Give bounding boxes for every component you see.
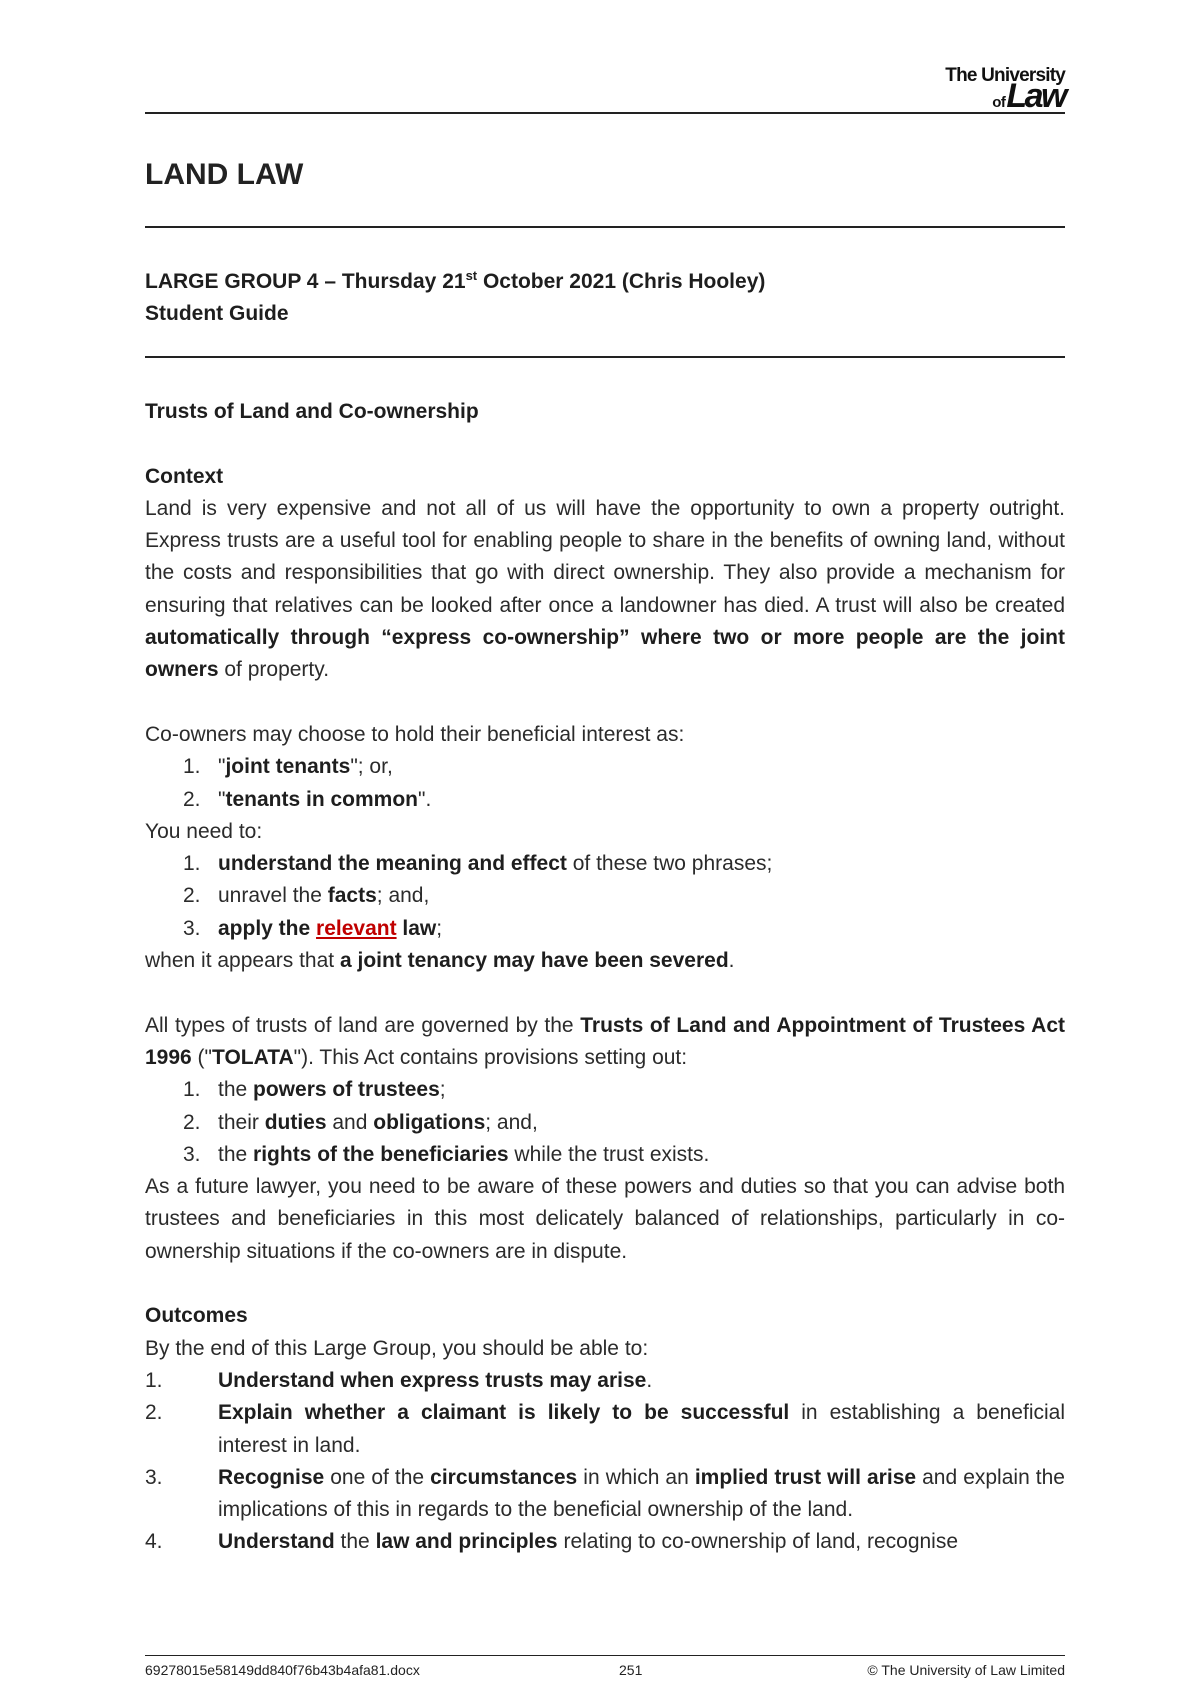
outcome-item: 2. Explain whether a claimant is likely to be successful in establishing a beneficial interest in land. — [145, 1401, 1065, 1457]
page-footer — [145, 1655, 1065, 1678]
outcome-item: 1. Understand when express trusts may arise. — [145, 1368, 653, 1392]
interest-list — [145, 751, 1065, 816]
needs-list — [145, 848, 1065, 945]
coowners-intro: Co-owners may choose to hold their beneficial interest as: — [145, 722, 685, 746]
section-title: Trusts of Land and Co-ownership — [145, 400, 479, 423]
footer-page-number: 251 — [619, 1662, 643, 1678]
footer-copyright: © The University of Law Limited — [867, 1662, 1065, 1678]
relevant-link[interactable]: relevant — [316, 916, 397, 940]
list-item: 1. the powers of trustees; — [183, 1078, 446, 1102]
document-page — [145, 0, 1065, 1698]
main-content — [145, 396, 1065, 1559]
list-item: 2. unravel the facts; and, — [183, 884, 430, 908]
group-dash: – — [318, 270, 342, 293]
outcomes-list — [145, 1365, 1065, 1559]
outcome-item: 4. Understand the law and principles relating to co-ownership of land, recognise — [145, 1530, 959, 1554]
provisions-list — [145, 1074, 1065, 1171]
logo-law: Law — [1006, 77, 1065, 115]
list-item: 3. apply the relevant law; — [183, 916, 443, 940]
context-paragraph: Land is very expensive and not all of us will have the opportunity to own a property outright. Express trusts are a useful tool for enabling people to share in the benefits of owning land, without the costs and responsibilities that go with direct ownership. They also provide a mechanism for ensuring that relatives can be looked after once a landowner has died. A trust will also be created automatically through “express co-ownership” where two or more people are the joint owners of property. — [145, 496, 1065, 682]
lawyer-paragraph: As a future lawyer, you need to be aware of these powers and duties so that you can advise both trustees and beneficiaries in this most delicately balanced of relationships, particularly in co-ownership situations if the co-owners are in dispute. — [145, 1175, 1065, 1263]
list-item: 2. "tenants in common". — [183, 787, 432, 811]
session-date-pre: Thursday 21 — [341, 270, 466, 293]
context-heading: Context — [145, 464, 224, 488]
list-item: 2. their duties and obligations; and, — [183, 1110, 538, 1134]
list-item: 3. the rights of the beneficiaries while the trust exists. — [183, 1142, 710, 1166]
tolata-paragraph: All types of trusts of land are governed by the Trusts of Land and Appointment of Trustees Act 1996 ("TOLATA"). This Act contains provisions setting out: — [145, 1013, 1065, 1069]
guide-subtitle: Student Guide — [145, 302, 289, 325]
logo-line1: The University — [945, 65, 1065, 86]
footer-doc-id: 69278015e58149dd840f76b43b4afa81.docx — [145, 1662, 420, 1678]
list-item: 1. "joint tenants"; or, — [183, 755, 393, 779]
group-label: LARGE GROUP 4 — [145, 270, 319, 293]
severance-line: when it appears that a joint tenancy may have been severed. — [145, 949, 735, 973]
logo-of: of — [992, 94, 1006, 111]
session-date-sup: st — [465, 268, 478, 283]
outcomes-heading: Outcomes — [145, 1304, 248, 1328]
header-rule — [145, 112, 1065, 114]
list-item: 1. understand the meaning and effect of these two phrases; — [183, 852, 773, 876]
need-intro: You need to: — [145, 819, 263, 843]
title-rule — [145, 226, 1065, 228]
university-of-law-logo — [945, 66, 1065, 113]
session-rule — [145, 356, 1065, 358]
session-info — [145, 266, 765, 330]
outcomes-intro: By the end of this Large Group, you should be able to: — [145, 1336, 649, 1360]
document-title: LAND LAW — [145, 158, 304, 191]
session-date-post: October 2021 (Chris Hooley) — [477, 270, 766, 293]
outcome-item: 3. Recognise one of the circumstances in which an implied trust will arise and explain the implications of this in regards to the beneficial ownership of the land. — [145, 1465, 1065, 1522]
